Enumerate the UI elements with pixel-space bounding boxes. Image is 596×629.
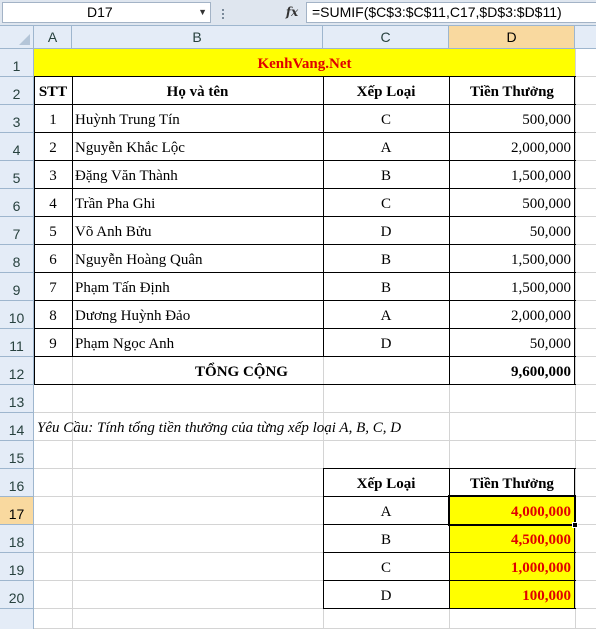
header-stt[interactable]: STT	[38, 84, 68, 100]
row-header-11[interactable]: 11	[0, 329, 34, 357]
summary-bonus[interactable]: 4,000,000	[511, 504, 571, 520]
row-header-15[interactable]: 15	[0, 441, 34, 469]
cell-border	[34, 384, 576, 385]
chevron-down-icon[interactable]: ▼	[198, 7, 207, 17]
cell-border	[34, 132, 576, 133]
cell-border	[34, 104, 576, 105]
summary-header-rank[interactable]: Xếp Loại	[356, 476, 416, 492]
name-box-value: D17	[87, 4, 113, 20]
total-label[interactable]: TỔNG CỘNG	[195, 364, 288, 380]
cell-rank[interactable]: C	[380, 112, 391, 128]
cell-bonus[interactable]: 1,500,000	[511, 280, 571, 296]
header-bonus[interactable]: Tiền Thưởng	[470, 84, 554, 100]
cell-border	[34, 272, 576, 273]
row-header-4[interactable]: 4	[0, 133, 34, 161]
row-header-2[interactable]: 2	[0, 77, 34, 105]
cell-border	[574, 76, 575, 357]
cell-border	[34, 244, 576, 245]
cell-bonus[interactable]: 1,500,000	[511, 168, 571, 184]
cell-border	[34, 300, 576, 301]
row-header-17[interactable]: 17	[0, 497, 34, 525]
cell-bonus[interactable]: 500,000	[522, 112, 571, 128]
row-header-14[interactable]: 14	[0, 413, 34, 441]
total-value[interactable]: 9,600,000	[511, 364, 571, 380]
cell-bonus[interactable]: 2,000,000	[511, 308, 571, 324]
cell-border	[72, 76, 73, 357]
cell-stt[interactable]: 5	[49, 224, 57, 240]
column-header-e[interactable]	[575, 26, 596, 49]
cell-rank[interactable]: B	[380, 280, 391, 296]
insert-function-button[interactable]: fx	[285, 5, 299, 19]
cell-bonus[interactable]: 2,000,000	[511, 140, 571, 156]
cell-name[interactable]: Nguyễn Hoàng Quân	[75, 252, 203, 268]
cell-stt[interactable]: 7	[49, 280, 57, 296]
row-header-19[interactable]: 19	[0, 553, 34, 581]
cell-border	[34, 160, 576, 161]
cell-border	[34, 76, 576, 77]
row-header-13[interactable]: 13	[0, 385, 34, 413]
cell-rank[interactable]: A	[380, 140, 392, 156]
cell-border	[574, 468, 575, 609]
header-rank[interactable]: Xếp Loại	[356, 84, 416, 100]
cell-name[interactable]: Phạm Tấn Định	[75, 280, 170, 296]
cell-stt[interactable]: 1	[49, 112, 57, 128]
cell-border	[34, 328, 576, 329]
summary-rank[interactable]: B	[380, 532, 391, 548]
formula-input[interactable]: =SUMIF($C$3:$C$11,C17,$D$3:$D$11)	[306, 2, 596, 23]
select-all-button[interactable]	[0, 26, 34, 49]
cell-bonus[interactable]: 50,000	[529, 224, 571, 240]
requirement-text[interactable]: Yêu Cầu: Tính tổng tiền thưởng của từng xếp loại A, B, C, D	[37, 420, 402, 436]
row-header-10[interactable]: 10	[0, 301, 34, 329]
cell-border	[449, 76, 450, 357]
cell-border	[323, 468, 324, 609]
column-header-d[interactable]: D	[449, 26, 575, 49]
cell-stt[interactable]: 9	[49, 336, 57, 352]
column-header-a[interactable]: A	[34, 26, 72, 49]
row-header-21[interactable]	[0, 609, 34, 629]
summary-bonus[interactable]: 100,000	[522, 588, 571, 604]
cell-stt[interactable]: 4	[49, 196, 57, 212]
row-header-20[interactable]: 20	[0, 581, 34, 609]
summary-bonus[interactable]: 4,500,000	[511, 532, 571, 548]
summary-rank[interactable]: C	[380, 560, 391, 576]
cell-border	[574, 356, 575, 385]
cell-name[interactable]: Đặng Văn Thành	[75, 168, 178, 184]
summary-rank[interactable]: D	[380, 588, 392, 604]
cell-stt[interactable]: 2	[49, 140, 57, 156]
cell-rank[interactable]: C	[380, 196, 391, 212]
cell-border	[34, 188, 576, 189]
row-header-12[interactable]: 12	[0, 357, 34, 385]
cell-border	[449, 356, 450, 385]
cell-border	[34, 356, 576, 357]
selected-cell-outline[interactable]	[448, 495, 576, 526]
sheet-title[interactable]: KenhVang.Net	[257, 56, 352, 72]
cell-bonus[interactable]: 500,000	[522, 196, 571, 212]
cell-name[interactable]: Huỳnh Trung Tín	[75, 112, 180, 128]
cell-border	[449, 468, 450, 609]
row-header-1[interactable]: 1	[0, 49, 34, 77]
cell-rank[interactable]: D	[380, 224, 392, 240]
column-header-c[interactable]: C	[323, 26, 449, 49]
row-header-9[interactable]: 9	[0, 273, 34, 301]
row-header-5[interactable]: 5	[0, 161, 34, 189]
cell-border	[323, 76, 324, 357]
cell-bonus[interactable]: 1,500,000	[511, 252, 571, 268]
cell-border	[34, 216, 576, 217]
row-header-8[interactable]: 8	[0, 245, 34, 273]
cell-rank[interactable]: B	[380, 252, 391, 268]
cell-stt[interactable]: 3	[49, 168, 57, 184]
cell-name[interactable]: Võ Anh Bửu	[75, 224, 152, 240]
row-header-16[interactable]: 16	[0, 469, 34, 497]
cell-stt[interactable]: 8	[49, 308, 57, 324]
header-name[interactable]: Họ và tên	[166, 84, 229, 100]
cell-rank[interactable]: B	[380, 168, 391, 184]
cell-bonus[interactable]: 50,000	[529, 336, 571, 352]
cell-name[interactable]: Nguyễn Khắc Lộc	[75, 140, 185, 156]
cell-name[interactable]: Dương Huỳnh Đảo	[75, 308, 191, 324]
cell-name[interactable]: Phạm Ngọc Anh	[75, 336, 175, 352]
cell-name[interactable]: Trần Pha Ghi	[75, 196, 156, 212]
summary-rank[interactable]: A	[380, 504, 392, 520]
column-header-b[interactable]: B	[72, 26, 323, 49]
cell-border	[34, 76, 35, 357]
row-header-7[interactable]: 7	[0, 217, 34, 245]
summary-header-bonus[interactable]: Tiền Thưởng	[470, 476, 554, 492]
gridline-vertical	[575, 49, 576, 629]
cell-rank[interactable]: A	[380, 308, 392, 324]
resize-handle-icon[interactable]	[218, 3, 228, 22]
cell-border	[34, 356, 35, 385]
cell-rank[interactable]: D	[380, 336, 392, 352]
cell-stt[interactable]: 6	[49, 252, 57, 268]
summary-bonus[interactable]: 1,000,000	[511, 560, 571, 576]
formula-bar	[0, 0, 596, 26]
row-header-6[interactable]: 6	[0, 189, 34, 217]
row-header-18[interactable]: 18	[0, 525, 34, 553]
name-box[interactable]	[2, 2, 211, 23]
row-header-3[interactable]: 3	[0, 105, 34, 133]
fill-handle[interactable]	[572, 522, 578, 528]
